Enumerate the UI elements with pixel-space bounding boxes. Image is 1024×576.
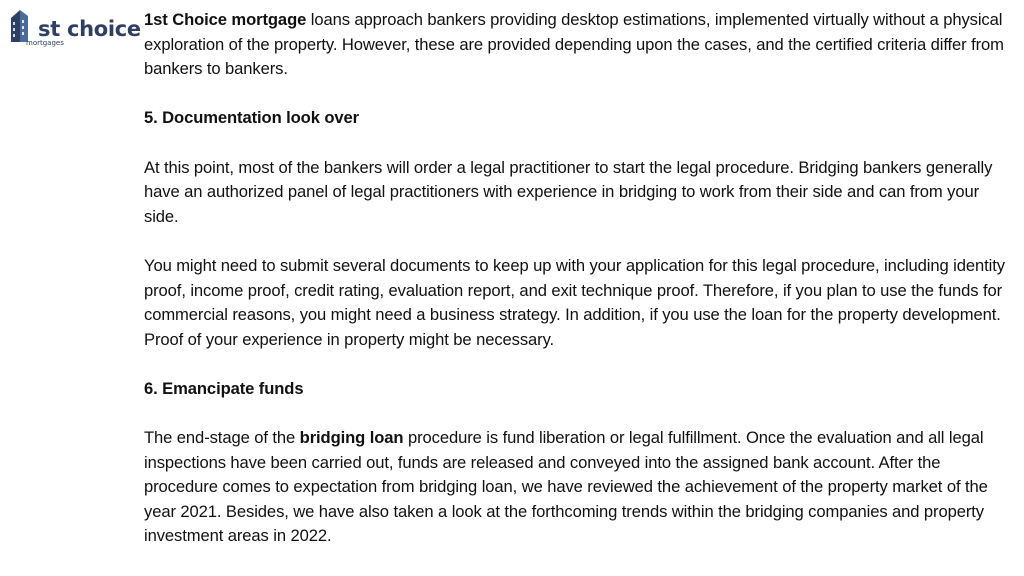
bridging-loan-strong: bridging loan: [299, 428, 404, 448]
logo-wordmark: st choice: [38, 17, 141, 41]
article-body: [144, 8, 1014, 574]
brand-name-strong: 1st Choice mortgage: [144, 10, 307, 29]
section-6-text-start: The end-stage of the: [144, 428, 300, 448]
section-5-paragraph-2: You might need to submit several documents to keep up with your application for this legal procedure, including identity proof, income proof, credit rating, evaluation report, and exit technique proof. Therefore, if you plan to use the funds for commercial reasons, you might need a business strategy. In addition, if you use the loan for the property development. Proof of your experience in property might be necessary.: [144, 255, 1005, 349]
intro-text: loans approach bankers providing desktop estimations, implemented virtually without a physical exploration of the property. However, these are provided depending upon the cases, and the certified criteria differ from bankers to bankers.: [144, 10, 1004, 79]
section-6-paragraph: [144, 426, 1014, 549]
intro-paragraph: [144, 8, 1014, 82]
section-6-heading: 6. Emancipate funds: [144, 378, 304, 398]
company-logo[interactable]: [8, 10, 141, 48]
section-5-heading: 5. Documentation look over: [144, 108, 359, 128]
section-5-paragraph-1: At this point, most of the bankers will order a legal practitioner to start the legal procedure. Bridging bankers generally have an authorized panel of legal practitioners with experience in bridging to work from their side and can from your side.: [144, 157, 993, 226]
logo-tagline: mortgages: [26, 39, 64, 47]
section-6-text-end: procedure is fund liberation or legal fulfillment. Once the evaluation and all legal inspections have been carried out, funds are released and conveyed into the assigned bank account. After the procedure comes to expectation from bridging loan, we have reviewed the achievement of the property market of the year 2021. Besides, we have also taken a look at the forthcoming trends within the bridging companies and property investment areas in 2022.: [144, 428, 988, 546]
